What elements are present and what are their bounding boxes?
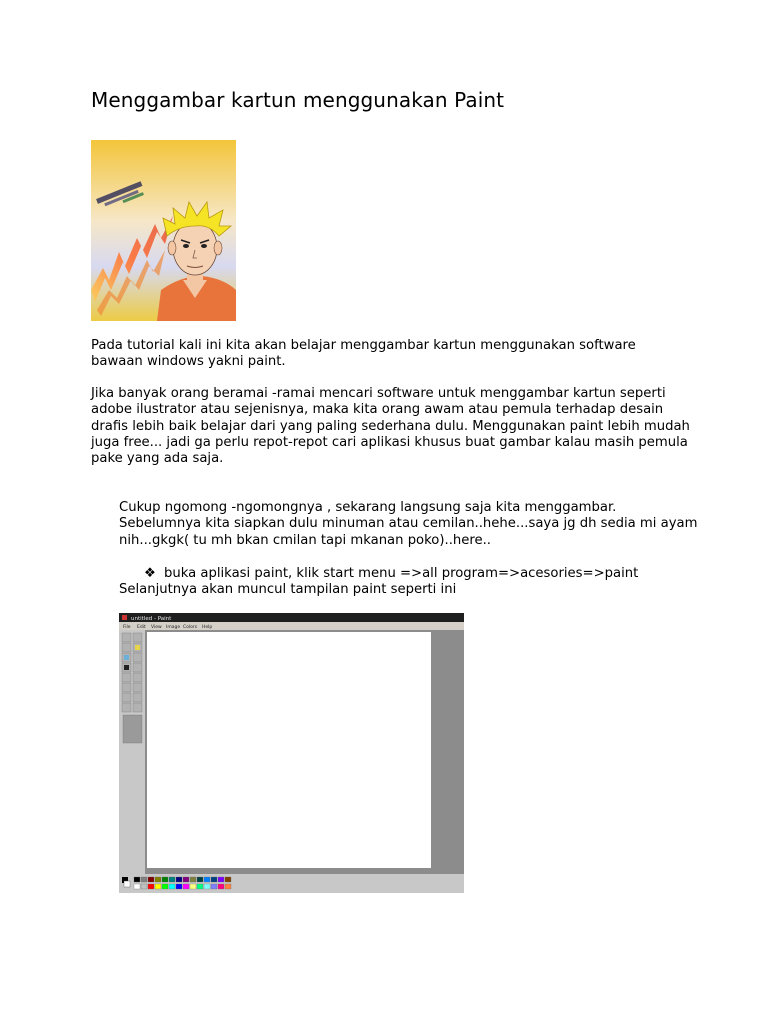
paint-menu-image: Image (166, 625, 181, 630)
paint-menu-edit: Edit (137, 625, 146, 630)
paragraph-reason: Jika banyak orang beramai -ramai mencari software untuk menggambar kartun seperti adobe ilustrator atau sejenisnya, maka kita orang awam atau pemula terhadap desain drafis lebih baik belajar dari yang paling sederhana dulu. Menggunakan paint lebih mudah juga free... jadi ga perlu repot-repot cari aplikasi khusus buat gambar kalau masih pemula pake yang ada saja. (91, 386, 690, 467)
paint-canvas (147, 632, 431, 868)
paint-color-palette (119, 874, 464, 893)
paragraph-intro: Pada tutorial kali ini kita akan belajar menggambar kartun menggunakan software bawaan windows yakni paint. (91, 338, 636, 370)
paint-menu-help: Help (202, 625, 213, 630)
paragraph-next: Selanjutnya akan muncul tampilan paint seperti ini (119, 582, 457, 597)
paint-title-text: untitled - Paint (131, 616, 172, 622)
diamond-bullet-icon: ❖ (144, 566, 156, 581)
paint-menu-file: File (123, 625, 131, 630)
document-title: Menggambar kartun menggunakan Paint (91, 88, 505, 112)
cartoon-illustration (91, 140, 236, 321)
paint-screenshot (119, 613, 464, 893)
paint-menu-view: View (151, 625, 162, 630)
paragraph-prep: Cukup ngomong -ngomongnya , sekarang langsung saja kita menggambar. Sebelumnya kita siapkan dulu minuman atau cemilan..hehe...saya jg dh sedia mi ayam nih...gkgk( tu mh bkan cmilan tapi mkanan poko)..here.. (119, 500, 698, 548)
bullet-step-text: buka aplikasi paint, klik start menu =>all program=>acesories=>paint (164, 566, 639, 581)
bullet-step-1 (144, 566, 638, 582)
paint-menu-colors: Colors (183, 625, 198, 630)
